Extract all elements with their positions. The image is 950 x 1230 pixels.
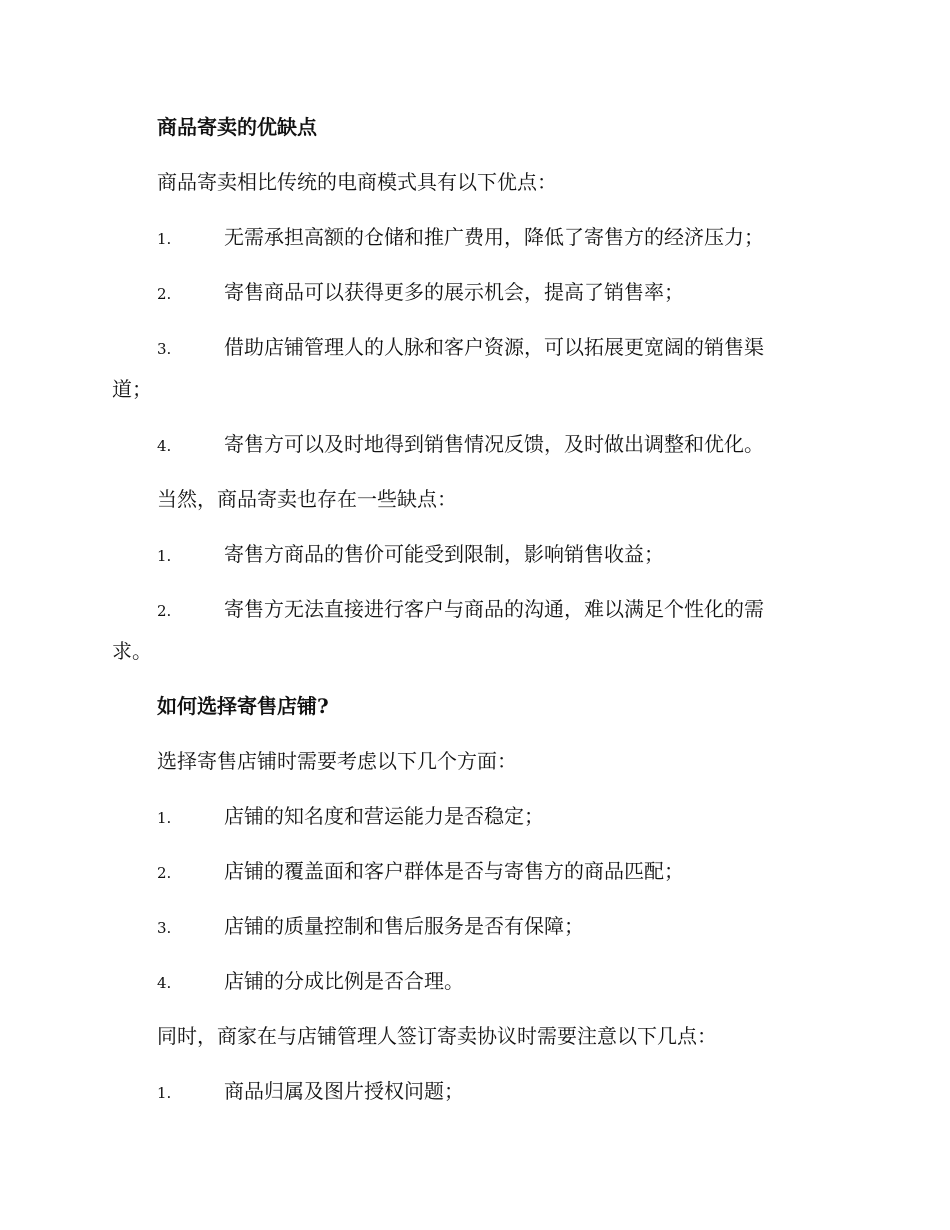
paragraph-agreement-intro: 同时，商家在与店铺管理人签订寄卖协议时需要注意以下几点： xyxy=(157,1024,717,1048)
list-number: 2. xyxy=(157,864,172,882)
list-number: 4. xyxy=(157,437,172,455)
list-number: 1. xyxy=(157,1084,172,1102)
list-text: 寄售方无法直接进行客户与商品的沟通，难以满足个性化的需 xyxy=(224,597,764,621)
section-heading-choose-store: 如何选择寄售店铺? xyxy=(157,694,329,718)
list-text: 店铺的分成比例是否合理。 xyxy=(224,969,464,993)
list-number: 1. xyxy=(157,230,172,248)
list-item xyxy=(157,960,867,1004)
list-text: 寄售方商品的售价可能受到限制，影响销售收益； xyxy=(224,542,664,566)
list-item xyxy=(157,216,867,260)
list-item xyxy=(157,423,867,467)
list-item xyxy=(157,588,867,632)
section-heading-pros-cons: 商品寄卖的优缺点 xyxy=(157,115,317,139)
paragraph-advantages-intro: 商品寄卖相比传统的电商模式具有以下优点： xyxy=(157,170,557,194)
list-item xyxy=(157,795,867,839)
paragraph-choose-intro: 选择寄售店铺时需要考虑以下几个方面： xyxy=(157,749,517,773)
list-item xyxy=(157,905,867,949)
list-text-continuation: 道； xyxy=(112,377,152,401)
list-number: 2. xyxy=(157,602,172,620)
list-number: 1. xyxy=(157,547,172,565)
list-text: 无需承担高额的仓储和推广费用，降低了寄售方的经济压力； xyxy=(224,225,764,249)
list-text: 借助店铺管理人的人脉和客户资源，可以拓展更宽阔的销售渠 xyxy=(224,335,764,359)
list-item xyxy=(157,850,867,894)
list-number: 4. xyxy=(157,974,172,992)
list-text: 寄售方可以及时地得到销售情况反馈，及时做出调整和优化。 xyxy=(224,432,764,456)
list-text: 寄售商品可以获得更多的展示机会，提高了销售率； xyxy=(224,280,684,304)
paragraph-disadvantages-intro: 当然，商品寄卖也存在一些缺点： xyxy=(157,487,457,511)
list-text: 商品归属及图片授权问题； xyxy=(224,1079,464,1103)
list-text: 店铺的知名度和营运能力是否稳定； xyxy=(224,804,544,828)
list-item xyxy=(157,533,867,577)
list-number: 1. xyxy=(157,809,172,827)
list-number: 3. xyxy=(157,340,172,358)
list-number: 3. xyxy=(157,919,172,937)
list-text: 店铺的覆盖面和客户群体是否与寄售方的商品匹配； xyxy=(224,859,684,883)
list-text-continuation: 求。 xyxy=(112,639,152,663)
list-number: 2. xyxy=(157,285,172,303)
list-item xyxy=(157,1070,867,1114)
list-text: 店铺的质量控制和售后服务是否有保障； xyxy=(224,914,584,938)
list-item xyxy=(157,271,867,315)
list-item xyxy=(157,326,867,370)
